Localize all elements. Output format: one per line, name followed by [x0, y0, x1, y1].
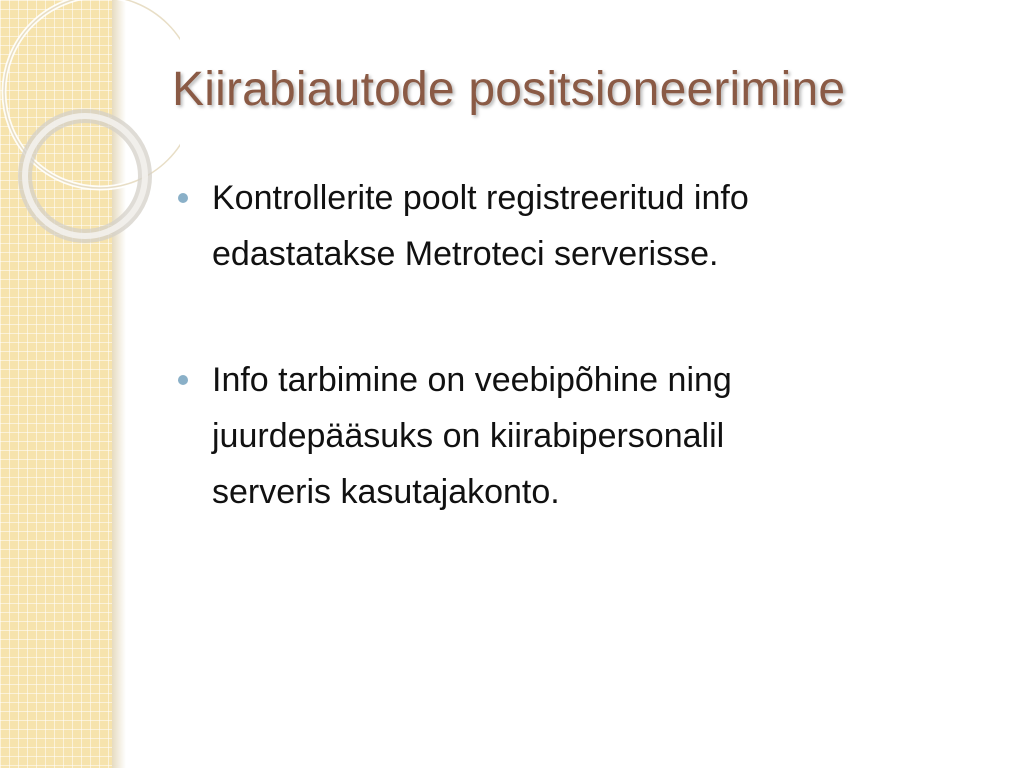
bullet-text [212, 352, 732, 520]
slide-title: Kiirabiautode positsioneerimine [172, 63, 846, 116]
bullet-text-line: serveris kasutajakonto. [212, 473, 560, 511]
bullet-text-line: Kontrollerite poolt registreeritud info [212, 179, 749, 217]
bullet-item [178, 352, 958, 520]
bullet-icon [178, 193, 188, 203]
bullet-item [178, 170, 958, 282]
bullet-text-line: Info tarbimine on veebipõhine ning [212, 361, 732, 399]
decorative-ring-small-highlight [25, 116, 145, 236]
bullet-icon [178, 375, 188, 385]
bullet-text-line: juurdepääsuks on kiirabipersonalil [212, 417, 725, 455]
decorative-rings [0, 0, 180, 260]
bullet-list [178, 170, 958, 590]
bullet-text [212, 170, 749, 282]
bullet-text-line: edastatakse Metroteci serverisse. [212, 235, 719, 273]
